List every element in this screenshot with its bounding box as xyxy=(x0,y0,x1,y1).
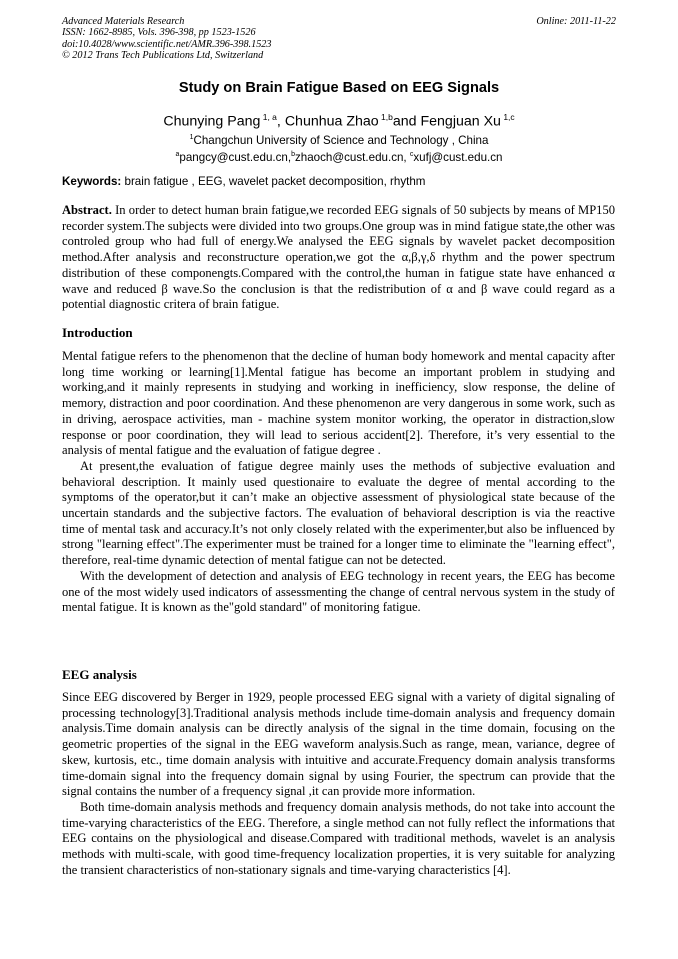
affiliation-block xyxy=(0,131,678,165)
email-mark: a xyxy=(175,150,180,158)
abstract-block xyxy=(62,203,615,313)
journal-header xyxy=(62,16,616,61)
author-affiliation-mark: 1, a xyxy=(260,112,277,122)
issn-line: ISSN: 1662-8985, Vols. 396-398, pp 1523-1526 xyxy=(62,27,256,39)
email-mark: c xyxy=(409,150,414,158)
paragraph: At present,the evaluation of fatigue degree mainly uses the methods of subjective evaluation and behavioral description. It mainly used questionaire to evaluate the degree of mental according to the symptoms of the operator,but it can’t make an objective assessment of physiological state because of the uncertain standards and the subjective factors. The evaluation of behavioral description is via the reactive time of mental task and accuracy.It’s not only closely related with the experimenter,but also be influenced by strong "learning effect".The experimenter must be trained for a longer time to eliminate the "learning effect", therefore, real-time dynamic detection of mental fatigue can not be detected. xyxy=(62,458,615,568)
journal-name: Advanced Materials Research xyxy=(62,16,185,27)
paragraph: Since EEG discovered by Berger in 1929, people processed EEG signal with a variety of digital signaling of processing technology[3].Traditional analysis methods include time-domain analysis and frequency domain analysis.Time domain analysis can be directly analysis of the signal in the time domain, focusing on the geometric properties of the signal in the EEG waveform analysis.Such as range, mean, variance, degree of skew, kurtosis, etc., time domain analysis with intuitive and accurate.Frequency domain analysis transforms time-domain signal into the frequency domain signal by using Fourier, the spectrum can provide that the signal contains the number of a frequency signal ,it can provide more information. xyxy=(62,690,615,799)
email-address: pangcy@cust.edu.cn, xyxy=(179,150,292,164)
author-affiliation-mark: 1,c xyxy=(500,112,515,122)
author-affiliation-mark: 1,b xyxy=(378,112,393,122)
author-name: Chunying Pang xyxy=(163,113,261,130)
author-separator: , xyxy=(276,113,285,130)
author-name: and Fengjuan Xu xyxy=(392,113,501,130)
affiliation-text: Changchun University of Science and Technology , China xyxy=(193,133,489,147)
abstract-label: Abstract. xyxy=(62,203,112,217)
author-list xyxy=(0,112,678,130)
paper-title: Study on Brain Fatigue Based on EEG Signals xyxy=(178,80,500,96)
keywords-label: Keywords: xyxy=(62,175,122,188)
copyright-line: © 2012 Trans Tech Publications Ltd, Switzerland xyxy=(62,49,264,61)
affiliation-mark: 1 xyxy=(189,134,194,141)
email-mark: b xyxy=(291,150,295,158)
introduction-heading: Introduction xyxy=(62,325,133,340)
keywords-line xyxy=(62,175,622,188)
keywords-text: brain fatigue , EEG, wavelet packet decomposition, rhythm xyxy=(121,175,426,188)
email-address: xufj@cust.edu.cn xyxy=(413,150,503,164)
affiliation-line xyxy=(0,131,678,148)
introduction-body xyxy=(62,349,615,616)
paragraph: Both time-domain analysis methods and frequency domain analysis methods, do not take into account the time-varying characteristics of the EEG. Therefore, a single method can not fully reflect the informations that EEG contains on the physiological and disease.Compared with traditional methods, wavelet is an analysis methods with multi-scale, with good time-frequency localization properties, it is very suitable for analyzing the transient characteristics of non-stationary signals and time-varying characteristics [4]. xyxy=(62,799,615,877)
eeg-analysis-heading: EEG analysis xyxy=(62,667,137,682)
email-line xyxy=(0,148,678,165)
online-date: Online: 2011-11-22 xyxy=(536,16,616,27)
abstract-text: In order to detect human brain fatigue,we recorded EEG signals of 50 subjects by means of MP150 recorder system.The subjects were divided into two groups.One group was in mind fatigue state,the other was controled group who had full of energy.We analysed the EEG signals by wavelet packet decomposition method.After analysis and reconstructure operation,we got the α,β,γ,δ rhythm and the power spectrum distribution of these componengts.Compared with the control,the human in fatigue state have enhanced α wave and reduced β wave.So the conclusion is that the redistribution of α and β wave could regard as a potential diagnostic critera of brain fatigue. xyxy=(62,203,615,312)
email-address: zhaoch@cust.edu.cn, xyxy=(294,150,410,164)
author-name: Chunhua Zhao xyxy=(284,113,379,130)
paragraph: With the development of detection and analysis of EEG technology in recent years, the EEG has become one of the most widely used indicators of assessmenting the change of central nervous system in the study of mental fatigue. It is known as the"gold standard" of monitoring fatigue. xyxy=(62,568,615,615)
doi-line: doi:10.4028/www.scientific.net/AMR.396-398.1523 xyxy=(62,38,272,50)
paragraph: Mental fatigue refers to the phenomenon that the decline of human body homework and mental capacity after long time working or learning[1].Mental fatigue has become an important problem in studying and working,and it mainly represents in studying and working in inefficiency, slow response, the deline of memory, distraction and poor coordination. And these phenomenon are very dangerous in some work, such as in driving, aerospace activities, man - machine system monitor working, the operator in distraction,slow response or poor coordination, they will lead to serious accident[2]. Therefore, it’s very essential to the analysis of mental fatigue and the evaluation of fatigue degree . xyxy=(62,349,615,458)
eeg-analysis-body xyxy=(62,690,615,878)
